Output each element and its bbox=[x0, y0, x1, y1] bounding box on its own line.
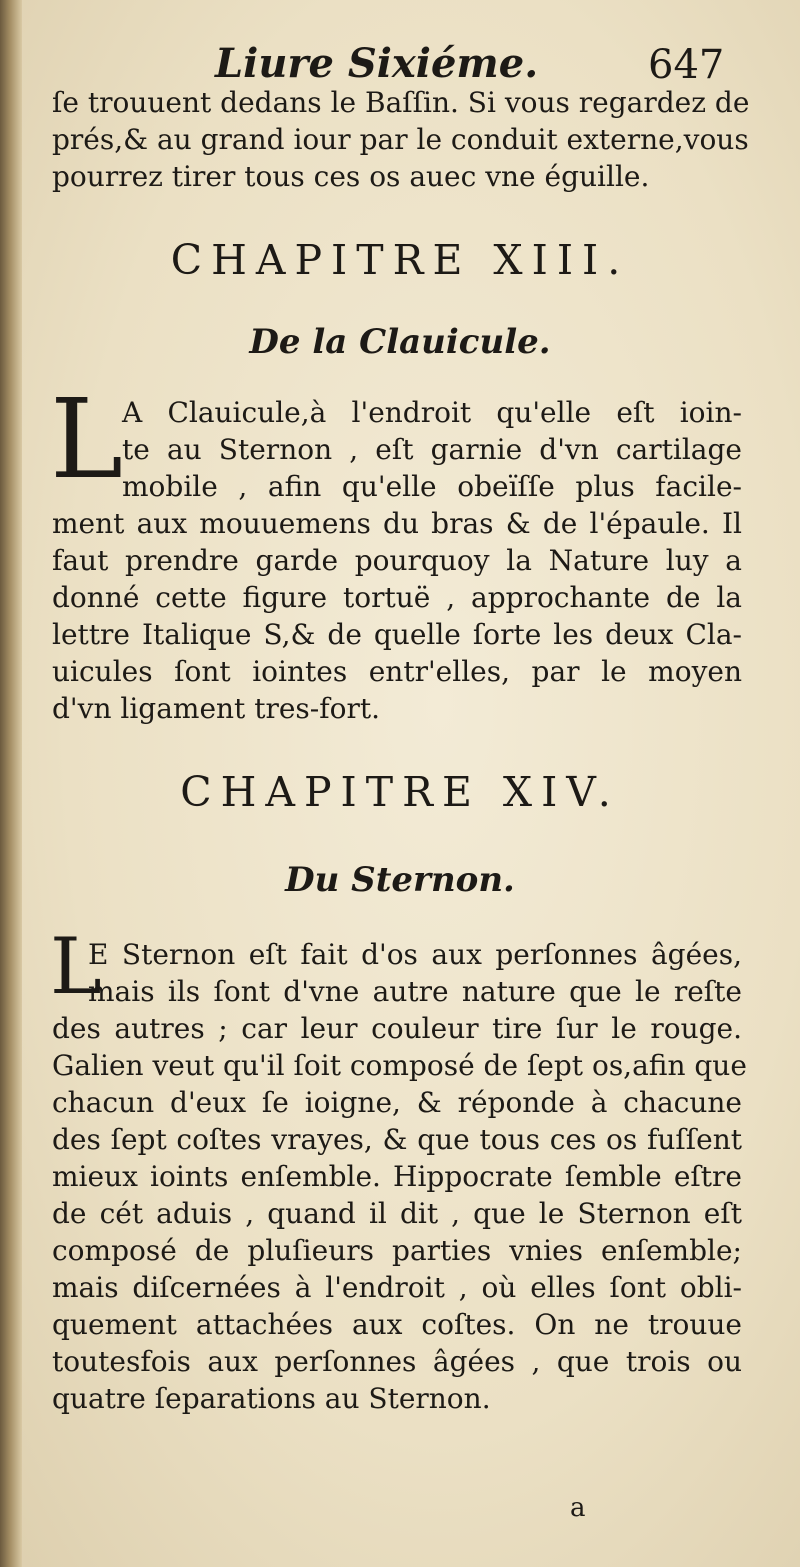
text-line: Galien veut qu'il ſoit composé de ſept os,afin que bbox=[52, 1049, 747, 1082]
text-line: ment aux mouuemens du bras & de l'épaule. Il bbox=[52, 507, 742, 540]
text-line: E Sternon eſt fait d'os aux perſonnes âgées, bbox=[88, 938, 742, 971]
intro-paragraph bbox=[52, 84, 750, 195]
text-line: des ſept coſtes vrayes, & que tous ces os fuſſent bbox=[52, 1123, 742, 1156]
text-line: mais diſcernées à l'endroit , où elles ſont obli- bbox=[52, 1271, 742, 1304]
chapter-13-heading: CHAPITRE XIII. bbox=[170, 236, 630, 284]
text-line: d'vn ligament tres-fort. bbox=[52, 692, 381, 725]
chapter-13-subtitle: De la Clauicule. bbox=[249, 322, 551, 362]
text-line: de cét aduis , quand il dit , que le Sternon eſt bbox=[52, 1197, 742, 1230]
chapter-13-paragraph-indented bbox=[122, 394, 742, 505]
text-line: chacun d'eux ſe ioigne, & réponde à chacune bbox=[52, 1086, 742, 1119]
text-line: des autres ; car leur couleur tire ſur le rouge. bbox=[52, 1012, 742, 1045]
chapter-14-dropcap: L bbox=[50, 922, 102, 1012]
text-line: mais ils ſont d'vne autre nature que le reſte bbox=[88, 975, 742, 1008]
text-line: lettre Italique S,& de quelle ſorte les deux Cla- bbox=[52, 618, 742, 651]
chapter-14-paragraph bbox=[52, 1010, 747, 1417]
page-number: 647 bbox=[648, 42, 725, 88]
text-line: mobile , afin qu'elle obeïſſe plus facile- bbox=[122, 470, 742, 503]
text-line: prés,& au grand iour par le conduit externe,vous bbox=[52, 123, 749, 156]
signature-mark: a bbox=[570, 1493, 586, 1523]
text-line: te au Sternon , eſt garnie d'vn cartilage bbox=[122, 433, 742, 466]
running-title: Liure Sixiéme. bbox=[215, 40, 539, 87]
text-line: composé de pluſieurs parties vnies enſemble; bbox=[52, 1234, 742, 1267]
text-line: A Clauicule,à l'endroit qu'elle eſt ioin- bbox=[122, 396, 742, 429]
chapter-14-heading: CHAPITRE XIV. bbox=[180, 768, 620, 816]
chapter-14-paragraph-indented bbox=[88, 936, 742, 1010]
chapter-14-subtitle: Du Sternon. bbox=[285, 860, 515, 900]
text-line: quement attachées aux coſtes. On ne trouue bbox=[52, 1308, 742, 1341]
text-line: mieux ioints enſemble. Hippocrate ſemble eſtre bbox=[52, 1160, 742, 1193]
text-line: toutesfois aux perſonnes âgées , que trois ou bbox=[52, 1345, 742, 1378]
text-line: quatre ſeparations au Sternon. bbox=[52, 1382, 491, 1415]
text-line: donné cette figure tortuë , approchante de la bbox=[52, 581, 742, 614]
text-line: ſe trouuent dedans le Baſſin. Si vous regardez de bbox=[52, 86, 750, 119]
text-line: faut prendre garde pourquoy la Nature luy a bbox=[52, 544, 742, 577]
chapter-13-dropcap: L bbox=[50, 375, 124, 503]
text-line: uicules ſont iointes entr'elles, par le moyen bbox=[52, 655, 742, 688]
chapter-13-paragraph bbox=[52, 505, 742, 727]
text-line: pourrez tirer tous ces os auec vne éguille. bbox=[52, 160, 650, 193]
